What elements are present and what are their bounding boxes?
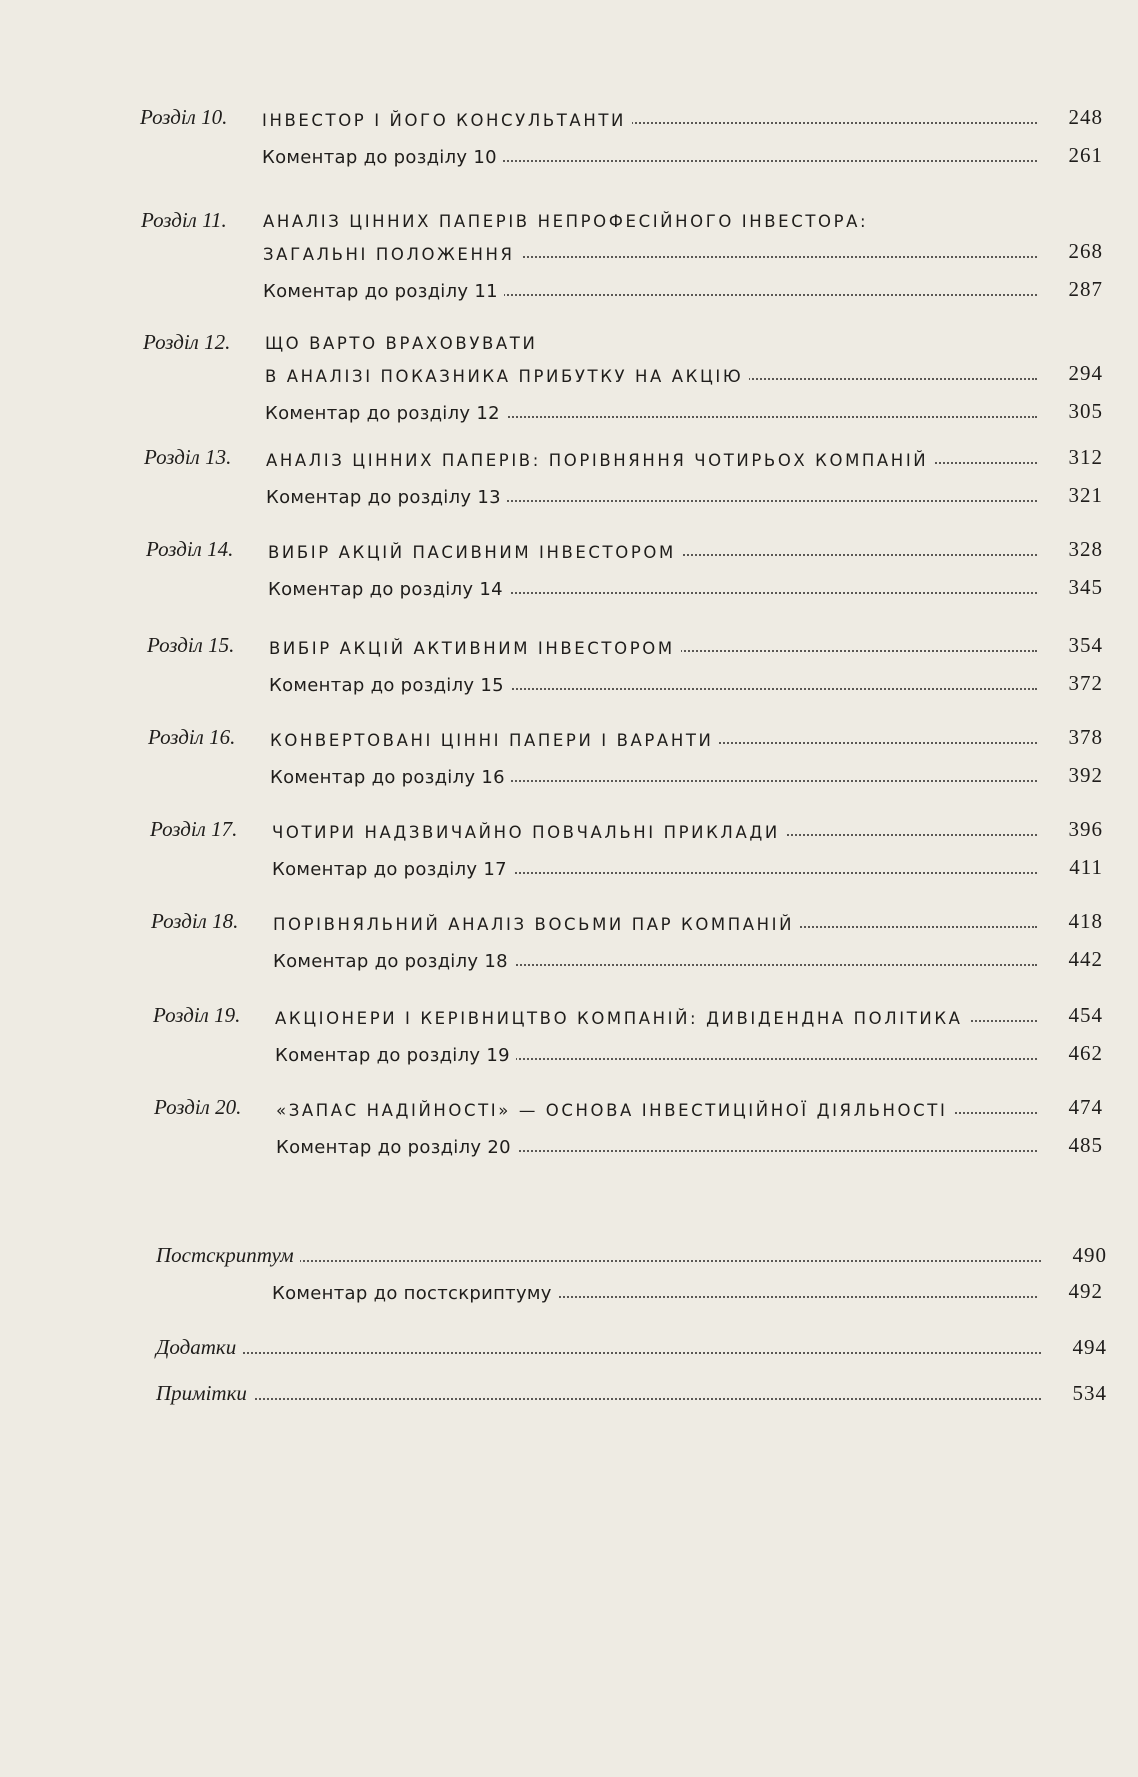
chapter-entry[interactable] xyxy=(141,234,1103,268)
chapter-label: Розділ 15. xyxy=(147,633,235,657)
page-number: 268 xyxy=(1068,239,1103,263)
postscript-commentary-entry[interactable] xyxy=(156,1274,1103,1308)
chapter-title[interactable]: АКЦІОНЕРИ І КЕРІВНИЦТВО КОМПАНІЙ: ДИВІДЕНДНА ПОЛІТИКА xyxy=(275,1009,969,1028)
chapter-entry[interactable] xyxy=(151,904,1103,938)
commentary-entry[interactable] xyxy=(146,570,1103,604)
chapter-label: Розділ 11. xyxy=(141,208,227,232)
commentary-entry[interactable] xyxy=(140,138,1103,172)
appendices-entry-title[interactable]: Додатки xyxy=(156,1335,242,1360)
page-number: 305 xyxy=(1068,399,1103,423)
commentary-title[interactable]: Коментар до розділу 16 xyxy=(270,767,511,788)
page-number: 354 xyxy=(1068,633,1103,657)
page-number: 442 xyxy=(1068,947,1103,971)
page-number: 490 xyxy=(1072,1243,1107,1267)
chapter-entry[interactable] xyxy=(146,532,1103,566)
chapter-entry[interactable] xyxy=(154,1090,1103,1124)
chapter-title[interactable]: ІНВЕСТОР І ЙОГО КОНСУЛЬТАНТИ xyxy=(262,111,632,130)
postscript-entry[interactable] xyxy=(156,1238,1107,1272)
commentary-entry[interactable] xyxy=(153,1036,1103,1070)
chapter-title[interactable]: АНАЛІЗ ЦІННИХ ПАПЕРІВ: ПОРІВНЯННЯ ЧОТИРЬОХ КОМПАНІЙ xyxy=(266,451,934,470)
commentary-title[interactable]: Коментар до розділу 14 xyxy=(268,579,509,600)
commentary-title[interactable]: Коментар до розділу 10 xyxy=(262,147,503,168)
page-number: 328 xyxy=(1068,537,1103,561)
commentary-title[interactable]: Коментар до постскриптуму xyxy=(272,1283,558,1304)
commentary-entry[interactable] xyxy=(141,272,1103,306)
commentary-title[interactable]: Коментар до розділу 12 xyxy=(265,403,506,424)
chapter-label: Розділ 19. xyxy=(153,1003,241,1027)
commentary-title[interactable]: Коментар до розділу 18 xyxy=(273,951,514,972)
page-number: 454 xyxy=(1068,1003,1103,1027)
chapter-entry[interactable] xyxy=(153,998,1103,1032)
chapter-entry[interactable] xyxy=(147,628,1103,662)
page-number: 411 xyxy=(1069,855,1103,879)
commentary-entry[interactable] xyxy=(151,942,1103,976)
appendices-entry[interactable] xyxy=(156,1330,1107,1364)
page-number: 294 xyxy=(1068,361,1103,385)
page-number: 372 xyxy=(1068,671,1103,695)
page-number: 248 xyxy=(1068,105,1103,129)
chapter-entry[interactable] xyxy=(150,812,1103,846)
commentary-entry[interactable] xyxy=(150,850,1103,884)
page-number: 345 xyxy=(1068,575,1103,599)
chapter-title[interactable]: «ЗАПАС НАДІЙНОСТІ» — ОСНОВА ІНВЕСТИЦІЙНОЇ ДІЯЛЬНОСТІ xyxy=(276,1101,953,1120)
chapter-title[interactable]: ВИБІР АКЦІЙ АКТИВНИМ ІНВЕСТОРОМ xyxy=(269,639,681,658)
dot-leader xyxy=(156,1352,1041,1354)
chapter-entry[interactable] xyxy=(144,440,1103,474)
page-number: 312 xyxy=(1068,445,1103,469)
chapter-title[interactable]: КОНВЕРТОВАНІ ЦІННІ ПАПЕРИ І ВАРАНТИ xyxy=(270,731,719,750)
commentary-entry[interactable] xyxy=(154,1128,1103,1162)
page-number: 485 xyxy=(1068,1133,1103,1157)
page-number: 462 xyxy=(1068,1041,1103,1065)
chapter-title[interactable]: ВИБІР АКЦІЙ ПАСИВНИМ ІНВЕСТОРОМ xyxy=(268,543,682,562)
chapter-label: Розділ 16. xyxy=(148,725,236,749)
page-number: 474 xyxy=(1068,1095,1103,1119)
chapter-label: Розділ 18. xyxy=(151,909,239,933)
page-number: 392 xyxy=(1068,763,1103,787)
chapter-label: Розділ 20. xyxy=(154,1095,242,1119)
page-number: 287 xyxy=(1068,277,1103,301)
notes-entry[interactable] xyxy=(156,1376,1107,1410)
dot-leader xyxy=(156,1398,1041,1400)
chapter-title[interactable]: В АНАЛІЗІ ПОКАЗНИКА ПРИБУТКУ НА АКЦІЮ xyxy=(265,367,749,386)
commentary-title[interactable]: Коментар до розділу 19 xyxy=(275,1045,516,1066)
chapter-label: Розділ 17. xyxy=(150,817,238,841)
commentary-title[interactable]: Коментар до розділу 20 xyxy=(276,1137,517,1158)
page-number: 261 xyxy=(1068,143,1103,167)
commentary-entry[interactable] xyxy=(144,478,1103,512)
page-number: 494 xyxy=(1072,1335,1107,1359)
chapter-title-line: ЩО ВАРТО ВРАХОВУВАТИ xyxy=(265,334,538,353)
commentary-entry[interactable] xyxy=(147,666,1103,700)
page-number: 534 xyxy=(1072,1381,1107,1405)
page-number: 378 xyxy=(1068,725,1103,749)
commentary-title[interactable]: Коментар до розділу 17 xyxy=(272,859,513,880)
chapter-label: Розділ 10. xyxy=(140,105,228,129)
page-number: 418 xyxy=(1068,909,1103,933)
postscript-entry-title[interactable]: Постскриптум xyxy=(156,1243,300,1268)
chapter-entry[interactable] xyxy=(148,720,1103,754)
chapter-label: Розділ 12. xyxy=(143,330,231,354)
chapter-title[interactable]: ЗАГАЛЬНІ ПОЛОЖЕННЯ xyxy=(263,245,521,264)
chapter-title[interactable]: ЧОТИРИ НАДЗВИЧАЙНО ПОВЧАЛЬНІ ПРИКЛАДИ xyxy=(272,823,786,842)
chapter-title[interactable]: ПОРІВНЯЛЬНИЙ АНАЛІЗ ВОСЬМИ ПАР КОМПАНІЙ xyxy=(273,915,800,934)
page-number: 396 xyxy=(1068,817,1103,841)
notes-entry-title[interactable]: Примітки xyxy=(156,1381,253,1406)
chapter-entry[interactable] xyxy=(143,356,1103,390)
commentary-title[interactable]: Коментар до розділу 11 xyxy=(263,281,504,302)
commentary-entry[interactable] xyxy=(143,394,1103,428)
chapter-entry[interactable] xyxy=(140,100,1103,134)
commentary-entry[interactable] xyxy=(148,758,1103,792)
chapter-title-line: АНАЛІЗ ЦІННИХ ПАПЕРІВ НЕПРОФЕСІЙНОГО ІНВЕСТОРА: xyxy=(263,212,869,231)
page-number: 492 xyxy=(1068,1279,1103,1303)
commentary-title[interactable]: Коментар до розділу 13 xyxy=(266,487,507,508)
commentary-title[interactable]: Коментар до розділу 15 xyxy=(269,675,510,696)
chapter-label: Розділ 14. xyxy=(146,537,234,561)
chapter-label: Розділ 13. xyxy=(144,445,232,469)
page-number: 321 xyxy=(1068,483,1103,507)
